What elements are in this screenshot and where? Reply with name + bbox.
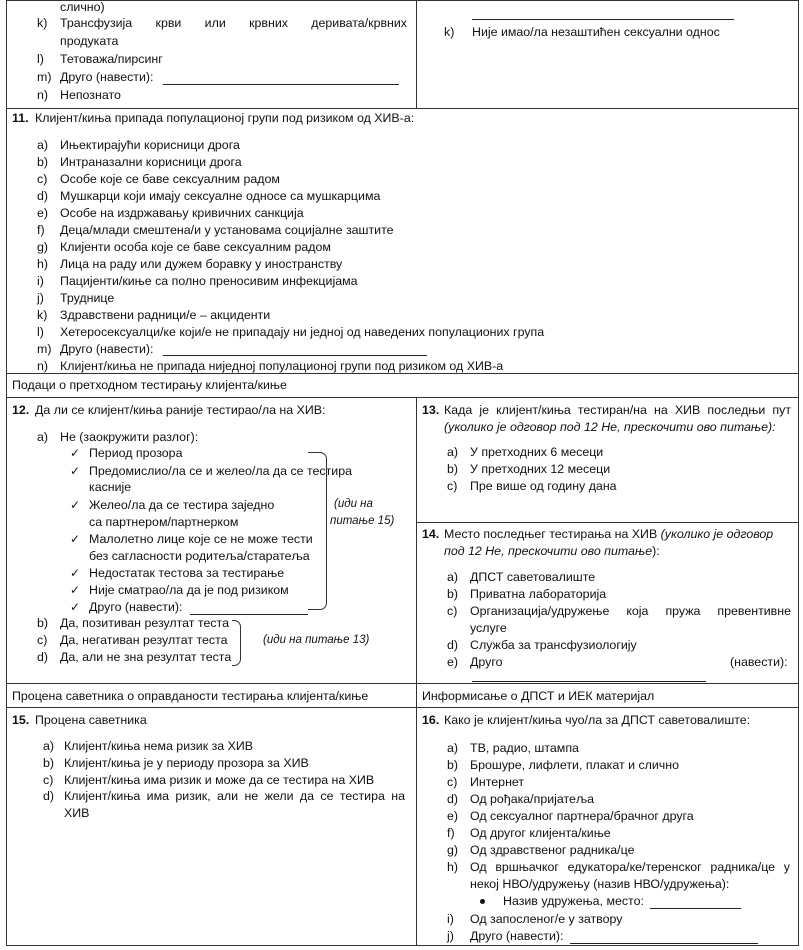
q16-option[interactable]: Од здравственог радника/це <box>470 843 635 857</box>
check-icon: ✓ <box>70 446 81 460</box>
q14-number: 14. <box>422 527 440 541</box>
q11-option-label: a) <box>37 138 49 152</box>
q16-option-label: a) <box>447 741 459 755</box>
q11-option-label: f) <box>37 223 45 237</box>
q14-option[interactable]: Организација/удружење која пружа превентивне <box>470 604 791 618</box>
q10r-k-text: Није имао/ла незаштићен сексуални однос <box>472 25 720 39</box>
bottom-border <box>6 945 799 946</box>
q14-option[interactable]: Служба за трансфузиологију <box>470 638 637 652</box>
q10-l-label: l) <box>37 52 44 66</box>
q14-option-label: a) <box>447 570 459 584</box>
q12-reason-4[interactable]: Малолетно лице које се не може тести <box>89 532 313 546</box>
q12-d-label: d) <box>37 650 49 664</box>
q16-option[interactable]: Интернет <box>470 775 525 789</box>
q10-m-text: Друго (навести): <box>60 70 154 84</box>
q10-m-label: m) <box>37 70 52 84</box>
left-border <box>6 0 7 946</box>
q16-option-label: c) <box>447 775 458 789</box>
q16-option[interactable]: ТВ, радио, штампа <box>470 741 579 755</box>
q11-option-label: e) <box>37 206 49 220</box>
check-icon: ✓ <box>70 566 81 580</box>
q12-goto15-b: питање 15) <box>330 515 395 527</box>
q11-option[interactable]: Ињектирајући корисници дрога <box>60 138 240 152</box>
q16-option[interactable]: Од другог клијента/киње <box>470 826 611 840</box>
q11-option[interactable]: Хетеросексуалци/ке који/е не припадају ни једној од наведених популационих група <box>60 325 545 339</box>
q14-title-line2 <box>444 544 660 559</box>
row-divider-q15 <box>6 707 799 708</box>
row-divider-section-assess <box>6 683 799 684</box>
section-counselor-assessment: Процена саветника о оправданости тестирања клијента/киње <box>12 689 369 703</box>
q16-option-label: d) <box>447 792 459 806</box>
q10r-k-label: k) <box>444 25 455 39</box>
q16-j-text[interactable]: Друго (навести): <box>470 929 564 943</box>
q12-reason-3-cont: са партнером/партнерком <box>89 515 239 529</box>
q14-option-label: b) <box>447 587 459 601</box>
q11-number: 11. <box>12 111 29 125</box>
q16-bullet-text: Назив удружења, место: <box>503 894 644 908</box>
q14-e-right: (навести): <box>730 655 788 669</box>
q15-option-label: b) <box>43 755 55 770</box>
q11-option-label: j) <box>37 291 44 305</box>
q12-reason-6[interactable]: Није сматрао/ла да је под ризиком <box>89 583 289 597</box>
check-icon: ✓ <box>70 498 81 512</box>
q12-b-text[interactable]: Да, позитиван резултат теста <box>60 616 229 630</box>
q11-title: Клијент/киња припада популационој групи под ризиком од ХИВ-а: <box>35 111 415 125</box>
q10-l-text: Тетоважа/пирсинг <box>60 52 163 66</box>
q14-note: под 12 Не, прескочити ово питање <box>444 544 653 558</box>
q12-number: 12. <box>12 403 30 417</box>
q15-title: Процена саветника <box>35 713 147 727</box>
q14-other-blank[interactable] <box>472 681 706 682</box>
q11-option[interactable]: Интраназални корисници дрога <box>60 155 242 169</box>
q11-option-label: l) <box>37 325 44 339</box>
q13-title: Када је клијент/киња тестиран/на на ХИВ последњи пут <box>444 403 791 417</box>
q11-option-label: b) <box>37 155 49 169</box>
q16-option: некој НВО/удружењу (назив НВО/удружења): <box>470 877 730 891</box>
q11-option[interactable]: Лица на раду или дужем боравку у иностранству <box>60 257 343 271</box>
q11-option-label: d) <box>37 189 49 203</box>
check-icon: ✓ <box>70 532 81 546</box>
col-divider-top <box>416 0 417 108</box>
q12-b-label: b) <box>37 616 49 630</box>
q11-option[interactable]: Мушкарци који имају сексуалне односе са мушкарцима <box>60 189 381 203</box>
q13-option-label: c) <box>447 479 458 493</box>
q16-option[interactable]: Од вршњачког едукатора/ке/теренског радника/це у <box>470 860 790 874</box>
q16-title: Како је клијент/киња чуо/ла за ДПСТ саветовалиште: <box>444 713 751 727</box>
q14-option-label: d) <box>447 638 459 652</box>
bullet-icon <box>480 899 485 904</box>
section-info-materials: Информисање о ДПСТ и ИЕК материјал <box>422 689 655 703</box>
q14-option[interactable]: ДПСТ саветовалиште <box>470 570 596 584</box>
q15-option-label: c) <box>43 772 54 787</box>
q12-a-label: a) <box>37 430 49 444</box>
q15-option[interactable]: Клијент/киња има ризик, али не жели да се тестира на <box>64 789 405 804</box>
q11-option[interactable]: Друго (навести): <box>60 342 154 356</box>
q10-cont: слично) <box>60 0 105 14</box>
q11-option-label: g) <box>37 240 49 254</box>
q10-k-text2: продуката <box>60 34 119 48</box>
top-border <box>6 0 799 1</box>
q12-reason-2-cont: касније <box>89 480 132 494</box>
q12-goto15-a: (иди на <box>334 498 373 510</box>
q16-i-label: i) <box>447 912 454 926</box>
section-previous-testing: Подаци о претходном тестирању клијента/киње <box>12 378 287 392</box>
q14-note-end: ): <box>652 544 660 558</box>
q13-option-label: a) <box>447 445 459 459</box>
q16-i-text[interactable]: Од запосленог/е у затвору <box>470 912 623 926</box>
q10-k-label: k) <box>37 16 48 30</box>
q16-other-blank[interactable] <box>570 943 758 944</box>
q16-j-label: j) <box>447 929 454 943</box>
q11-option-label: k) <box>37 308 48 322</box>
row-divider-q14 <box>416 522 799 523</box>
q16-option[interactable]: Брошуре, лифлети, плакат и слично <box>470 758 680 772</box>
q11-option[interactable]: Клијент/киња не припада ниједној популационој групи под ризиком од ХИВ-а <box>60 359 504 373</box>
q16-option-label: f) <box>447 826 455 840</box>
q14-title-main: Место последњег тестирања на ХИВ <box>444 527 661 541</box>
q11-option-label: m) <box>37 342 52 356</box>
brace-goto-13 <box>232 620 241 666</box>
q10-k-text: Трансфузија крви или крвних деривата/крвних <box>60 16 407 30</box>
check-icon: ✓ <box>70 600 81 614</box>
q12-reason-5[interactable]: Недостатак тестова за тестирање <box>89 566 285 580</box>
q15-option[interactable]: Клијент/киња је у периоду прозора за ХИВ <box>64 755 309 770</box>
q12-c-text[interactable]: Да, негативан резултат теста <box>60 633 228 647</box>
q16-bullet-blank[interactable] <box>650 908 741 909</box>
q14-option: услуге <box>470 621 507 635</box>
q13-option-label: b) <box>447 462 459 476</box>
q16-option[interactable]: Од рођака/пријатеља <box>470 792 595 806</box>
q14-title-note: (уколико је одговор <box>660 527 774 541</box>
row-divider-q11 <box>6 108 799 109</box>
q11-option[interactable]: Клијенти особа које се баве сексуалним радом <box>60 240 331 254</box>
q11-option[interactable]: Пацијенти/киње са полно преносивим инфекцијама <box>60 274 358 288</box>
q13-note: (уколико је одговор под 12 Не, прескочити ово питање): <box>444 420 776 434</box>
q16-option-label: b) <box>447 758 459 772</box>
q12-title: Да ли се клијент/киња раније тестирао/ла на ХИВ: <box>35 403 326 417</box>
q10-right-blank[interactable] <box>472 19 734 20</box>
q15-option-label: a) <box>43 739 55 753</box>
q16-option-label: h) <box>447 860 459 874</box>
q12-reason-1[interactable]: Период прозора <box>89 446 183 460</box>
q11-option[interactable]: Труднице <box>60 291 115 305</box>
q12-reason-7[interactable]: Друго (навести): <box>89 600 183 614</box>
q11-option-label: i) <box>37 274 44 288</box>
brace-goto-15 <box>308 452 327 610</box>
q13-option[interactable]: У претходних 12 месеци <box>470 462 611 476</box>
row-divider-q12 <box>6 397 799 398</box>
q16-option-label: g) <box>447 843 459 857</box>
q14-option-label: e) <box>447 655 459 669</box>
q10-m-blank[interactable] <box>163 84 399 85</box>
q10-n-label: n) <box>37 88 49 102</box>
q16-option[interactable]: Од сексуалног партнера/брачног друга <box>470 809 694 823</box>
right-border <box>798 0 799 946</box>
q14-option-label: c) <box>447 604 458 618</box>
check-icon: ✓ <box>70 464 81 478</box>
q11-option[interactable]: Особе на издржавању кривичних санкција <box>60 206 304 220</box>
q12-other-blank[interactable] <box>190 614 308 615</box>
q15-option[interactable]: Клијент/киња има ризик и може да се тестира на ХИВ <box>64 772 375 787</box>
q11-option[interactable]: Деца/млади смештена/и у установама социјалне заштите <box>60 223 394 237</box>
q12-reason-2[interactable]: Предомислио/ла се и желео/ла да се тестира <box>89 464 352 478</box>
q14-option[interactable]: Друго <box>470 655 503 669</box>
q15-option: ХИВ <box>64 806 90 821</box>
q12-d-text[interactable]: Да, али не зна резултат теста <box>60 650 232 664</box>
q11-option[interactable]: Особе које се баве сексуалним радом <box>60 172 280 186</box>
q13-number: 13. <box>422 403 440 417</box>
q11-m-blank[interactable] <box>163 355 427 356</box>
q14-title <box>444 527 773 542</box>
q11-option-label: n) <box>37 359 49 373</box>
q13-option[interactable]: Пре више од годину дана <box>470 479 617 493</box>
q15-option-label: d) <box>43 789 55 804</box>
q13-option[interactable]: У претходних 6 месеци <box>470 445 604 459</box>
q11-option[interactable]: Здравствени радници/е – акциденти <box>60 308 271 322</box>
q16-option-label: e) <box>447 809 459 823</box>
q10-n-text: Непознато <box>60 88 121 102</box>
q16-number: 16. <box>422 713 440 727</box>
q11-option-label: c) <box>37 172 48 186</box>
q12-reason-4-cont: без сагласности родитеља/старатеља <box>89 549 310 563</box>
col-divider-mid <box>416 397 417 946</box>
q12-reason-3[interactable]: Желео/ла да се тестира заједно <box>89 498 275 512</box>
q12-c-label: c) <box>37 633 48 647</box>
q12-a-text: Не (заокружити разлог): <box>60 430 199 444</box>
check-icon: ✓ <box>70 583 81 597</box>
q15-number: 15. <box>12 713 30 727</box>
q12-goto13: (иди на питање 13) <box>263 634 370 646</box>
q11-option-label: h) <box>37 257 49 271</box>
q14-option[interactable]: Приватна лабораторија <box>470 587 607 601</box>
q15-option[interactable]: Клијент/киња нема ризик за ХИВ <box>64 739 254 753</box>
